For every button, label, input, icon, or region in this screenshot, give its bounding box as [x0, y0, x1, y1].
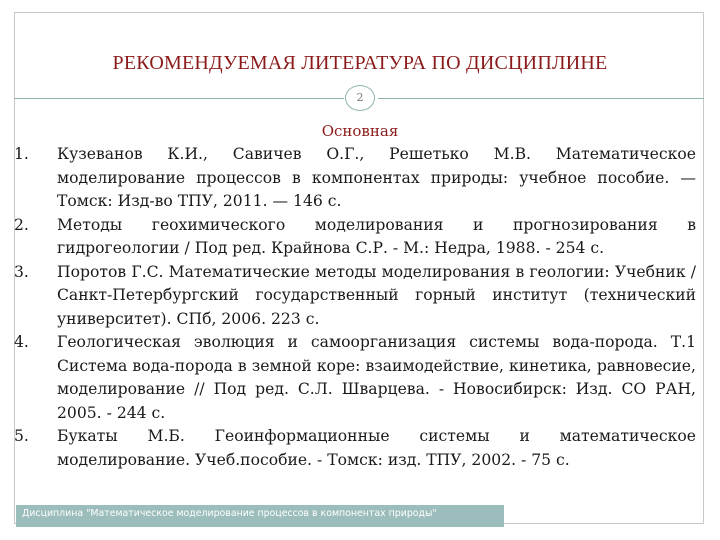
divider-right — [378, 98, 704, 99]
reference-item — [14, 425, 696, 472]
footer-text: Дисциплина "Математическое моделирование процессов в компонентах природы" — [22, 508, 437, 519]
reference-text: Букаты М.Б. Геоинформационные системы и математическое моделирование. Учеб.пособие. - Томск: изд. ТПУ, 2002. - 75 с. — [57, 427, 696, 469]
reference-text: Геологическая эволюция и самоорганизация системы вода-порода. Т.1 Система вода-порода в земной коре: взаимодействие, кинетика, равновесие, моделирование // Под ред. С.Л. Шварцева. - Новосибирск: Изд. СО РАН, 2005. - 244 с. — [57, 333, 696, 422]
reference-number: 5. — [14, 427, 29, 445]
slide-title: РЕКОМЕНДУЕМАЯ ЛИТЕРАТУРА ПО ДИСЦИПЛИНЕ — [112, 52, 608, 74]
reference-text: Поротов Г.С. Математические методы моделирования в геологии: Учебник / Санкт-Петербургский государственный горный институт (технический университет). СПб, 2006. 223 с. — [57, 262, 696, 328]
reference-text: Кузеванов К.И., Савичев О.Г., Решетько М.В. Математическое моделирование процессов в компонентах природы: учебное пособие. — Томск: Изд-во ТПУ, 2011. — 146 с. — [57, 145, 696, 210]
reference-number: 2. — [14, 215, 29, 234]
page-number-badge: 2 — [345, 85, 375, 111]
reference-item — [14, 331, 696, 425]
divider-left — [14, 98, 344, 99]
reference-number: 4. — [14, 333, 29, 351]
reference-item — [14, 143, 696, 214]
reference-text: Методы геохимического моделирования и прогнозирования в гидрогеологии / Под ред. Крайнова С.Р. - М.: Недра, 1988. - 254 с. — [57, 215, 696, 257]
reference-number: 3. — [14, 262, 29, 281]
reference-number: 1. — [14, 145, 29, 163]
section-heading: Основная — [321, 122, 399, 140]
reference-item — [14, 214, 696, 261]
reference-item — [14, 261, 696, 332]
reference-list — [14, 143, 696, 472]
